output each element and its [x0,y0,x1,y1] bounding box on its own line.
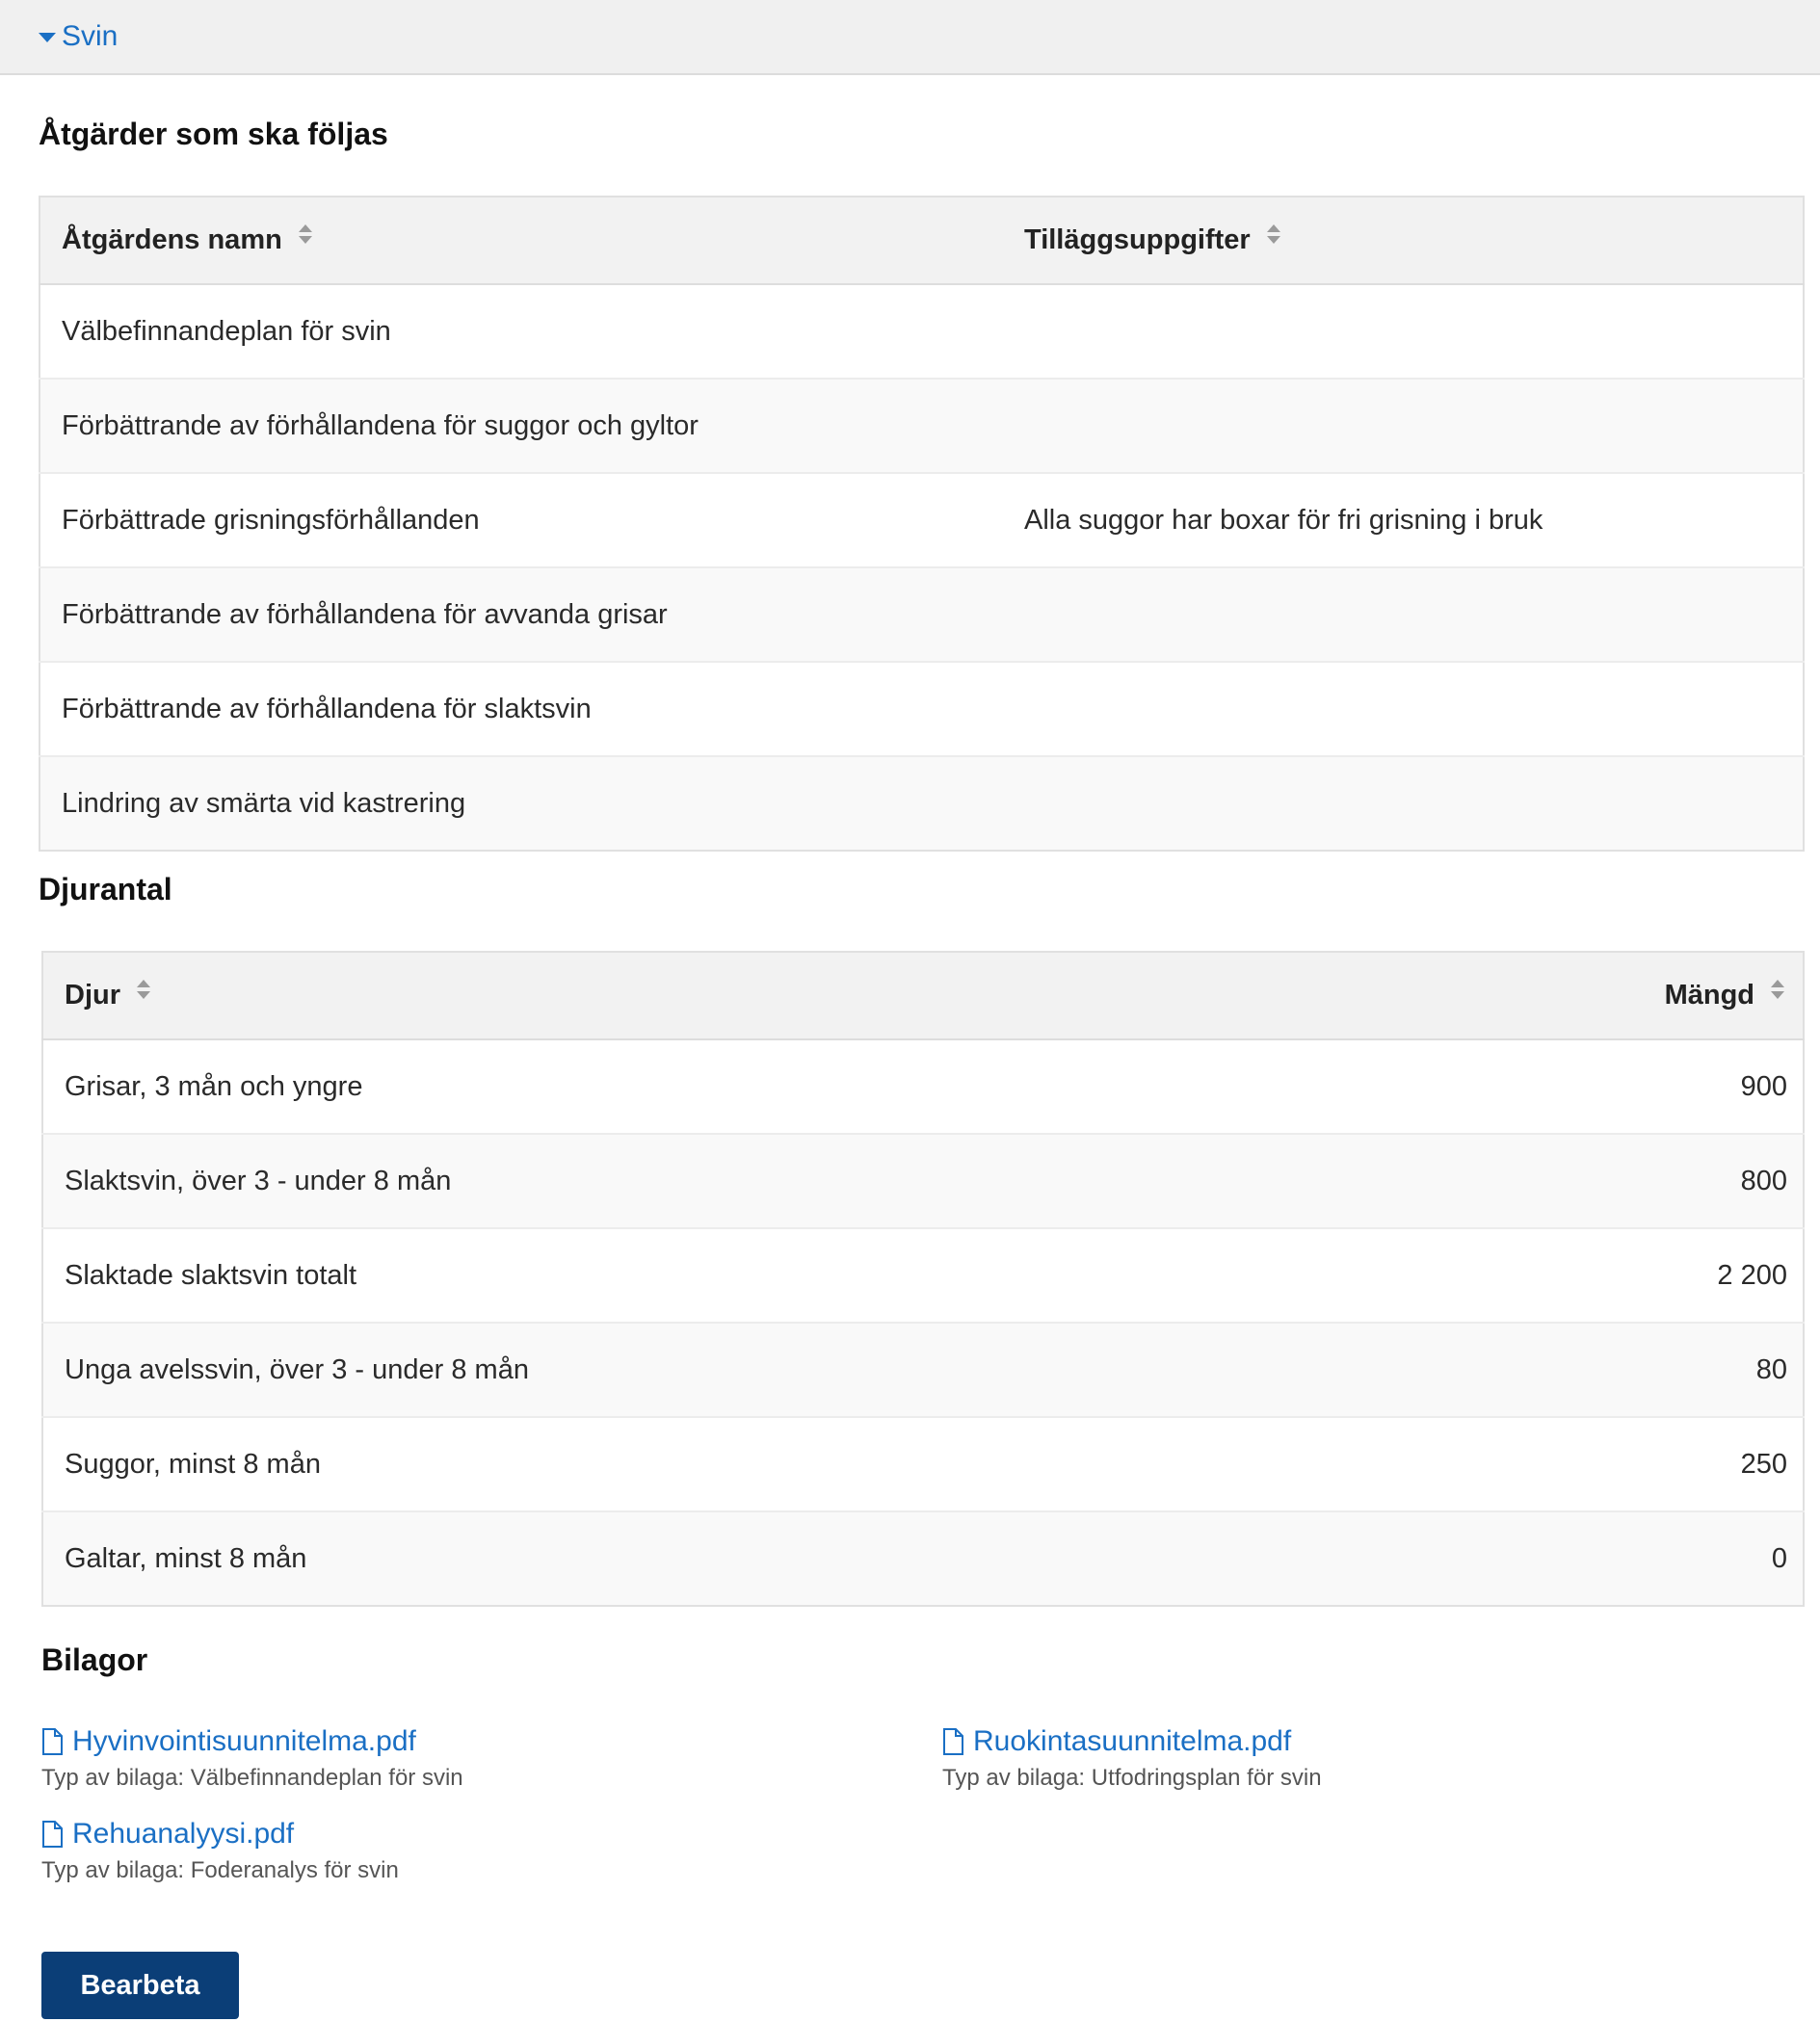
table-row [40,567,1804,662]
table-row [42,1417,1804,1511]
animal-name: Unga avelssvin, över 3 - under 8 mån [42,1323,1391,1417]
edit-button[interactable]: Bearbeta [41,1952,239,2019]
column-header-animal[interactable] [42,952,1391,1039]
file-icon [41,1821,63,1848]
attachment-link[interactable] [942,1723,1809,1760]
measure-info [1003,756,1804,851]
attachment-type: Typ av bilaga: Foderanalys för svin [41,1857,399,1883]
table-row [42,1511,1804,1606]
animal-amount: 80 [1391,1323,1804,1417]
animals-table-header [42,952,1804,1039]
animal-name: Grisar, 3 mån och yngre [42,1039,1391,1134]
attachment-link[interactable] [41,1723,909,1760]
file-icon [41,1728,63,1755]
file-icon [942,1728,963,1755]
attachment-type: Typ av bilaga: Utfodringsplan för svin [942,1765,1322,1791]
animal-name: Slaktade slaktsvin totalt [42,1228,1391,1323]
table-row [42,1323,1804,1417]
section-title: Svin [62,20,119,52]
table-row [40,284,1804,379]
animals-heading: Djurantal [39,872,172,906]
sort-icon[interactable] [1770,980,1785,1001]
attachment-type: Typ av bilaga: Välbefinnandeplan för svin [41,1765,463,1791]
column-header-amount[interactable] [1391,952,1804,1039]
measure-name: Förbättrande av förhållandena för suggor och gyltor [40,379,1003,473]
animal-amount: 2 200 [1391,1228,1804,1323]
animal-name: Slaktsvin, över 3 - under 8 mån [42,1134,1391,1228]
caret-down-icon [39,33,56,42]
animal-name: Galtar, minst 8 mån [42,1511,1391,1606]
table-row [40,662,1804,756]
measure-name: Förbättrande av förhållandena för slaktsvin [40,662,1003,756]
measure-name: Förbättrande av förhållandena för avvanda grisar [40,567,1003,662]
column-header-label: Åtgärdens namn [62,224,282,255]
animal-amount: 900 [1391,1039,1804,1134]
measure-info [1003,379,1804,473]
section-toggle-svin[interactable] [39,19,118,54]
measure-info [1003,662,1804,756]
column-header-measure-name[interactable] [40,197,1003,284]
table-row [42,1228,1804,1323]
attachment-filename: Ruokintasuunnitelma.pdf [973,1725,1292,1757]
measures-table [39,196,1805,852]
attachment-item [41,1723,909,1793]
measures-heading: Åtgärder som ska följas [39,117,388,151]
attachment-item [41,1816,909,1885]
animal-amount: 800 [1391,1134,1804,1228]
measure-name: Lindring av smärta vid kastrering [40,756,1003,851]
sort-icon[interactable] [1266,224,1281,246]
attachments-heading: Bilagor [41,1642,148,1677]
attachment-link[interactable] [41,1816,909,1852]
column-header-label: Djur [65,980,120,1011]
table-row [40,756,1804,851]
attachment-filename: Hyvinvointisuunnitelma.pdf [72,1725,416,1757]
measure-name: Välbefinnandeplan för svin [40,284,1003,379]
measure-info: Alla suggor har boxar för fri grisning i bruk [1003,473,1804,567]
animal-name: Suggor, minst 8 mån [42,1417,1391,1511]
sort-icon[interactable] [298,224,313,246]
measure-info [1003,567,1804,662]
animal-amount: 0 [1391,1511,1804,1606]
measure-name: Förbättrade grisningsförhållanden [40,473,1003,567]
attachment-item [942,1723,1809,1793]
measure-info [1003,284,1804,379]
animal-amount: 250 [1391,1417,1804,1511]
animals-table [41,951,1805,1607]
table-row [40,379,1804,473]
table-row [40,473,1804,567]
attachment-filename: Rehuanalyysi.pdf [72,1818,295,1850]
column-header-additional-info[interactable] [1003,197,1804,284]
table-row [42,1134,1804,1228]
sort-icon[interactable] [136,980,151,1001]
column-header-label: Tilläggsuppgifter [1024,224,1251,255]
measures-table-header [40,197,1804,284]
column-header-label: Mängd [1664,980,1754,1011]
section-header-bar [0,0,1820,75]
table-row [42,1039,1804,1134]
